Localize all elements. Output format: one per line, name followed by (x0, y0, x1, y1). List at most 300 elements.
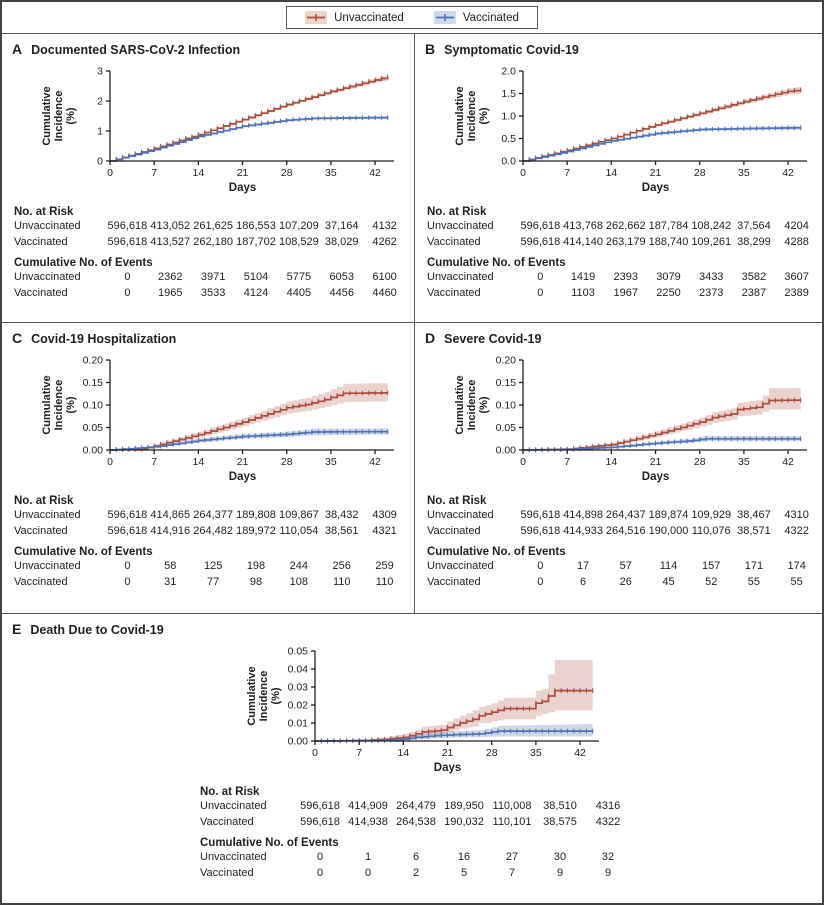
table-cell: 3533 (200, 286, 226, 299)
legend-row (2, 2, 822, 33)
y-tick-label: 1.0 (501, 110, 516, 123)
row-label: Unvaccinated (200, 851, 267, 863)
table-cell: 0 (124, 271, 131, 283)
table-cell: 414,865 (150, 509, 191, 521)
table-cell: 2389 (784, 286, 809, 299)
table-cell: 110 (375, 575, 394, 588)
table-cell: 38,467 (737, 509, 771, 521)
table-cell: 3079 (656, 271, 681, 283)
events-table-header: Cumulative No. of Events (14, 546, 153, 558)
x-tick-label: 0 (107, 456, 113, 468)
events-row-unvaccinated (14, 270, 406, 286)
table-cell: 37,564 (737, 220, 771, 232)
x-tick-label: 21 (236, 167, 249, 179)
y-tick-label: 0.10 (495, 399, 516, 412)
y-tick-label: 0.5 (501, 133, 516, 145)
chart-svg (215, 641, 613, 779)
table-cell: 38,299 (737, 235, 771, 248)
panel-title: Covid-19 Hospitalization (31, 332, 177, 346)
x-tick-label: 42 (782, 456, 794, 468)
table-cell: 2393 (613, 271, 639, 283)
panel-e-header (12, 621, 818, 639)
x-tick-label: 42 (369, 456, 381, 468)
row-label: Vaccinated (14, 235, 68, 248)
table-cell: 109,867 (278, 509, 319, 521)
row-label: Vaccinated (427, 524, 481, 537)
panel-a-header (12, 41, 406, 59)
x-tick-label: 7 (356, 747, 363, 759)
x-tick-label: 35 (738, 167, 750, 179)
x-tick-label: 0 (107, 167, 113, 179)
row-label: Vaccinated (427, 575, 481, 588)
x-axis-title: Days (228, 182, 257, 194)
risk-row-unvaccinated (14, 508, 406, 524)
risk-table-header: No. at Risk (14, 495, 74, 507)
table-cell: 38,510 (543, 800, 577, 812)
y-tick-label: 0.00 (287, 735, 308, 748)
x-tick-label: 14 (605, 167, 618, 179)
y-axis-title-line: Cumulative (41, 86, 53, 146)
row-label: Unvaccinated (427, 509, 494, 521)
x-tick-label: 7 (151, 167, 158, 179)
x-tick-label: 42 (782, 167, 794, 179)
table-cell: 6 (580, 575, 587, 588)
y-axis-title-line: Incidence (466, 379, 478, 431)
events-row-unvaccinated (427, 270, 818, 286)
table-cell: 5104 (243, 271, 269, 283)
table-cell: 187,784 (648, 220, 689, 232)
table-cell: 16 (457, 851, 471, 863)
table-cell: 125 (203, 560, 223, 572)
table-cell: 244 (289, 560, 309, 572)
table-cell: 31 (164, 575, 177, 588)
events-table-header: Cumulative No. of Events (427, 546, 566, 558)
table-cell: 4132 (372, 220, 397, 232)
y-axis-title-line: (%) (65, 396, 77, 414)
row-label: Unvaccinated (427, 560, 494, 572)
vaccinated-line-swatch-icon (434, 11, 456, 24)
table-cell: 171 (744, 560, 764, 572)
table-cell: 188,740 (648, 235, 689, 248)
risk-row-vaccinated (14, 524, 406, 540)
row-label: Unvaccinated (14, 220, 81, 232)
row-label: Vaccinated (14, 286, 68, 299)
panel-e-content (196, 641, 632, 881)
table-cell: 198 (246, 560, 266, 572)
row-label: Unvaccinated (14, 509, 81, 521)
table-cell: 109,929 (691, 509, 732, 521)
table-cell: 2362 (158, 271, 183, 283)
y-tick-label: 0.00 (82, 444, 103, 457)
legend-box (286, 6, 538, 29)
table-cell: 38,561 (324, 524, 359, 537)
panel-b-header (425, 41, 818, 59)
panel-d-tables (423, 495, 818, 590)
table-cell: 264,437 (605, 509, 646, 521)
risk-row-unvaccinated (200, 799, 632, 815)
table-cell: 45 (662, 575, 675, 588)
y-axis-title-line: Incidence (53, 379, 65, 431)
chart-svg (10, 61, 408, 199)
x-tick-label: 42 (369, 167, 381, 179)
table-cell: 4460 (372, 286, 397, 299)
panel-title: Death Due to Covid-19 (30, 623, 164, 637)
y-tick-label: 2 (97, 95, 103, 108)
x-tick-label: 28 (280, 167, 293, 179)
y-tick-label: 0.20 (495, 354, 516, 367)
panel-d-chart (423, 350, 818, 488)
row-label: Vaccinated (427, 235, 481, 248)
table-cell: 264,482 (193, 524, 234, 537)
table-cell: 157 (702, 560, 721, 572)
table-cell: 77 (207, 575, 220, 588)
risk-row-unvaccinated (427, 219, 818, 235)
y-tick-label: 0.05 (495, 422, 516, 434)
table-cell: 596,618 (300, 800, 340, 812)
x-axis-title: Days (641, 182, 670, 194)
table-cell: 596,618 (520, 524, 561, 537)
panel-letter: B (425, 41, 436, 57)
row-label: Vaccinated (200, 815, 254, 828)
y-tick-label: 0.00 (495, 444, 516, 457)
panel-c-chart (10, 350, 406, 488)
y-tick-label: 0.10 (82, 399, 103, 412)
table-cell: 2387 (741, 286, 767, 299)
events-row-unvaccinated (427, 559, 818, 575)
y-tick-label: 0.02 (287, 699, 308, 712)
table-cell: 4124 (243, 286, 269, 299)
table-cell: 256 (332, 560, 351, 572)
x-tick-label: 14 (192, 456, 205, 468)
panel-e-chart (196, 641, 632, 779)
table-cell: 0 (124, 575, 131, 588)
table-cell: 4322 (784, 524, 809, 537)
panel-letter: E (12, 621, 22, 637)
table-cell: 261,625 (193, 220, 234, 232)
table-cell: 108,242 (691, 220, 732, 232)
events-row-vaccinated (427, 575, 818, 591)
table-cell: 110,101 (492, 815, 532, 828)
risk-table-header: No. at Risk (427, 206, 487, 218)
risk-row-vaccinated (14, 235, 406, 251)
table-cell: 26 (619, 575, 632, 588)
table-cell: 189,950 (444, 800, 484, 812)
vaccinated-censor-ticks (523, 125, 801, 163)
table-cell: 414,140 (563, 235, 603, 248)
table-cell: 0 (537, 271, 544, 283)
panel-c-tables (10, 495, 406, 590)
events-row-vaccinated (14, 286, 406, 302)
row-label: Unvaccinated (14, 560, 81, 572)
events-table-header: Cumulative No. of Events (427, 257, 566, 269)
y-tick-label: 0.05 (287, 645, 308, 658)
panel-title: Symptomatic Covid-19 (444, 43, 579, 57)
y-tick-label: 1 (97, 125, 103, 138)
y-tick-label: 0.15 (82, 377, 103, 389)
table-cell: 264,377 (193, 509, 234, 521)
table-cell: 107,209 (278, 220, 319, 232)
risk-row-vaccinated (200, 815, 632, 831)
table-cell: 4321 (372, 524, 397, 537)
table-cell: 55 (790, 575, 803, 588)
table-cell: 414,938 (348, 815, 388, 828)
x-tick-label: 7 (564, 456, 571, 468)
risk-row-unvaccinated (14, 219, 406, 235)
x-tick-label: 21 (236, 456, 249, 468)
events-row-vaccinated (14, 575, 406, 591)
table-cell: 414,916 (150, 524, 191, 537)
table-cell: 414,909 (348, 800, 388, 812)
y-tick-label: 0.0 (501, 155, 516, 168)
x-tick-label: 7 (151, 456, 158, 468)
table-cell: 189,808 (236, 509, 276, 521)
table-cell: 190,032 (444, 815, 484, 828)
table-cell: 596,618 (520, 220, 561, 232)
table-cell: 2 (412, 866, 420, 879)
table-cell: 413,052 (150, 220, 191, 232)
x-axis-title: Days (433, 762, 462, 774)
panel-title: Severe Covid-19 (444, 332, 542, 346)
y-tick-label: 0.15 (495, 377, 516, 389)
x-tick-label: 35 (738, 456, 750, 468)
row-label: Unvaccinated (427, 220, 494, 232)
table-cell: 264,479 (396, 800, 436, 812)
unvaccinated-line-swatch-icon (305, 11, 327, 24)
panel-d-header (425, 330, 818, 348)
row-label: Unvaccinated (427, 271, 494, 283)
y-tick-label: 1.5 (501, 88, 516, 100)
table-cell: 259 (375, 560, 394, 572)
table-cell: 3971 (200, 271, 226, 283)
x-tick-label: 0 (520, 167, 526, 179)
x-tick-label: 28 (280, 456, 293, 468)
y-tick-label: 0 (97, 155, 103, 168)
table-cell: 38,575 (543, 815, 577, 828)
panel-c (2, 322, 414, 613)
y-tick-label: 0.20 (82, 354, 103, 367)
table-cell: 264,538 (396, 815, 436, 828)
table-cell: 4310 (784, 509, 809, 521)
table-cell: 4288 (784, 235, 809, 248)
risk-row-vaccinated (427, 235, 818, 251)
legend-label: Vaccinated (462, 11, 519, 24)
table-cell: 0 (316, 851, 324, 863)
table-cell: 187,702 (236, 235, 276, 248)
table-cell: 596,618 (520, 235, 561, 248)
table-cell: 262,662 (605, 220, 646, 232)
table-cell: 264,516 (605, 524, 646, 537)
y-tick-label: 0.04 (287, 663, 308, 676)
panel-e-tables (196, 786, 632, 881)
table-cell: 596,618 (300, 815, 340, 828)
x-tick-label: 28 (693, 456, 706, 468)
x-tick-label: 7 (564, 167, 571, 179)
table-cell: 3433 (698, 271, 724, 283)
x-tick-label: 14 (605, 456, 618, 468)
table-cell: 4204 (784, 220, 809, 232)
table-cell: 55 (747, 575, 761, 588)
table-cell: 4456 (329, 286, 354, 299)
row-label: Unvaccinated (14, 271, 81, 283)
panel-letter: C (12, 330, 23, 346)
table-cell: 2250 (656, 286, 681, 299)
table-cell: 414,933 (563, 524, 603, 537)
table-cell: 57 (619, 560, 632, 572)
table-cell: 108,529 (278, 235, 319, 248)
row-label: Unvaccinated (200, 800, 267, 812)
chart-svg (10, 350, 408, 488)
table-cell: 0 (537, 560, 544, 572)
table-cell: 108 (289, 575, 309, 588)
y-axis-title-line: Cumulative (454, 86, 466, 146)
table-cell: 414,898 (563, 509, 603, 521)
axes (106, 360, 394, 454)
table-cell: 1967 (613, 286, 639, 299)
legend-item-unvaccinated (305, 11, 404, 24)
y-axis-title-line: (%) (478, 396, 490, 414)
table-cell: 58 (164, 560, 177, 572)
panel-b-chart (423, 61, 818, 199)
table-cell: 6100 (372, 271, 397, 283)
vaccinated-confidence-band (110, 116, 388, 161)
events-row-unvaccinated (14, 559, 406, 575)
table-cell: 2373 (698, 286, 724, 299)
panel-a-tables (10, 206, 406, 301)
table-cell: 174 (787, 560, 806, 572)
table-cell: 4309 (372, 509, 397, 521)
table-cell: 4322 (595, 815, 621, 828)
table-cell: 190,000 (648, 524, 689, 537)
table-cell: 5 (460, 866, 468, 879)
row-label: Vaccinated (14, 575, 68, 588)
table-cell: 6 (412, 851, 420, 863)
table-cell: 3582 (741, 271, 767, 283)
x-tick-label: 0 (312, 747, 318, 759)
chart-svg (423, 350, 821, 488)
table-cell: 596,618 (520, 509, 561, 521)
y-axis-title-line: Incidence (466, 90, 478, 142)
x-tick-label: 21 (441, 747, 454, 759)
panel-letter: D (425, 330, 436, 346)
y-axis-title-line: (%) (65, 107, 77, 125)
table-cell: 189,972 (236, 524, 276, 537)
vaccinated-censor-ticks (110, 115, 388, 163)
table-cell: 110,076 (691, 524, 731, 537)
y-tick-label: 0.05 (82, 422, 103, 434)
table-cell: 27 (505, 851, 519, 863)
table-cell: 596,618 (107, 509, 148, 521)
panel-title: Documented SARS-CoV-2 Infection (31, 43, 241, 57)
events-table-header: Cumulative No. of Events (200, 837, 339, 849)
panel-a-chart (10, 61, 406, 199)
events-row-vaccinated (427, 286, 818, 302)
table-cell: 186,553 (236, 220, 276, 232)
panel-letter: A (12, 41, 23, 57)
table-cell: 38,432 (324, 509, 359, 521)
table-cell: 0 (537, 575, 544, 588)
table-cell: 4405 (286, 286, 312, 299)
table-cell: 413,527 (150, 235, 191, 248)
table-cell: 110,054 (279, 524, 319, 537)
x-tick-label: 21 (649, 167, 662, 179)
panel-e (2, 613, 824, 903)
x-tick-label: 35 (325, 167, 337, 179)
y-axis-title-line: Cumulative (454, 375, 466, 435)
table-cell: 596,618 (107, 220, 148, 232)
x-tick-label: 35 (530, 747, 542, 759)
y-tick-label: 2.0 (501, 65, 516, 78)
row-label: Vaccinated (14, 524, 68, 537)
table-cell: 1965 (158, 286, 183, 299)
table-cell: 109,261 (691, 235, 732, 248)
y-tick-label: 0.01 (287, 717, 308, 730)
row-label: Vaccinated (427, 286, 481, 299)
table-cell: 32 (601, 851, 615, 863)
risk-table-header: No. at Risk (200, 786, 260, 798)
table-cell: 38,029 (324, 235, 359, 248)
events-row-vaccinated (200, 866, 632, 882)
y-axis-title-line: Incidence (53, 90, 65, 142)
x-tick-label: 21 (649, 456, 662, 468)
x-axis-title: Days (641, 471, 670, 483)
legend-item-vaccinated (434, 11, 519, 24)
x-tick-label: 0 (520, 456, 526, 468)
table-cell: 1419 (570, 271, 596, 283)
table-cell: 110,008 (492, 800, 532, 812)
table-cell: 5775 (286, 271, 312, 283)
y-tick-label: 3 (97, 65, 103, 78)
panel-d (414, 322, 824, 613)
y-axis-title-line: Incidence (258, 670, 270, 722)
table-cell: 0 (124, 560, 131, 572)
table-cell: 413,768 (563, 220, 603, 232)
table-cell: 4316 (595, 800, 621, 812)
risk-row-unvaccinated (427, 508, 818, 524)
table-cell: 262,180 (193, 235, 234, 248)
table-cell: 3607 (784, 271, 809, 283)
table-cell: 0 (537, 286, 544, 299)
table-cell: 98 (249, 575, 263, 588)
table-cell: 1 (364, 851, 372, 863)
risk-row-vaccinated (427, 524, 818, 540)
x-tick-label: 35 (325, 456, 337, 468)
y-tick-label: 0.03 (287, 681, 308, 694)
table-cell: 4262 (372, 235, 397, 248)
x-tick-label: 14 (397, 747, 410, 759)
panel-grid (2, 33, 822, 903)
x-tick-label: 42 (574, 747, 586, 759)
table-cell: 114 (659, 560, 678, 572)
y-axis-title-line: Cumulative (246, 666, 258, 726)
table-cell: 38,571 (737, 524, 771, 537)
panel-b-tables (423, 206, 818, 301)
panel-a (2, 33, 414, 322)
table-cell: 596,618 (107, 235, 148, 248)
table-cell: 1103 (571, 286, 595, 299)
table-cell: 30 (553, 851, 567, 863)
risk-table-header: No. at Risk (14, 206, 74, 218)
table-cell: 9 (556, 866, 564, 879)
x-tick-label: 28 (693, 167, 706, 179)
chart-svg (423, 61, 821, 199)
y-axis-title-line: (%) (478, 107, 490, 125)
x-axis-title: Days (228, 471, 257, 483)
panel-b (414, 33, 824, 322)
x-tick-label: 28 (485, 747, 498, 759)
y-axis-title-line: Cumulative (41, 375, 53, 435)
table-cell: 6053 (329, 271, 354, 283)
events-row-unvaccinated (200, 850, 632, 866)
